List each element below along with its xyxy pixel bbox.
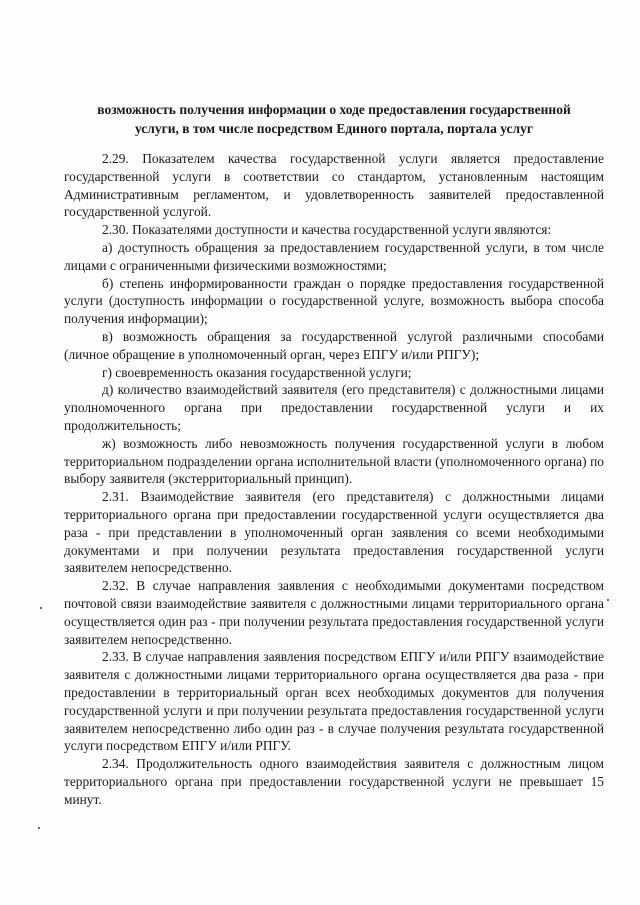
document-body [64,150,604,808]
heading-line-2: услуги, в том числе посредством Единого портала, портала услуг [134,121,534,136]
list-item-v: в) возможность обращения за государственной услугой различными способами (личное обращение в уполномоченный орган, через ЕПГУ и/или РПГУ); [64,328,604,362]
paragraph-2-29: 2.29. Показателем качества государственной услуги является предоставление государственной услуги в соответствии со стандартом, установленным настоящим Административным регламентом, и удовлетворенность заявителей предоставленной государственной услугой. [64,151,604,220]
heading-line-1: возможность получения информации о ходе предоставления государственной [97,102,571,117]
paragraph-2-33: 2.33. В случае направления заявления посредством ЕПГУ и/или РПГУ взаимодействие заявителя с должностными лицами территориального органа осуществляется два раза - при предоставлении в территориальный орган всех необходимых документов для получения государственной услуги и при получении результата предоставления государственной услуги заявителем непосредственно либо один раз - в случае получения результата государственной услуги посредством ЕПГУ и/или РПГУ. [64,649,604,754]
paragraph-2-32: 2.32. В случае направления заявления с необходимыми документами посредством почтовой связи взаимодействие заявителя с должностными лицами территориального органа осуществляется один раз - при получении результата предоставления государственной услуги заявителем непосредственно. [64,578,604,647]
paragraph-2-34: 2.34. Продолжительность одного взаимодействия заявителя с должностным лицом территориального органа при предоставлении государственной услуги не превышает 15 минут. [64,756,604,807]
scan-speck [40,607,42,609]
section-heading [64,100,604,138]
scan-speck [607,599,609,601]
scan-speck [38,827,40,829]
list-item-d: д) количество взаимодействий заявителя (его представителя) с должностными лицами уполномоченного органа при предоставлении государственной услуги и их продолжительность; [64,382,604,433]
list-item-zh: ж) возможность либо невозможность получения государственной услуги в любом территориальном подразделении органа исполнительной власти (уполномоченного органа) по выбору заявителя (экстерриториальный принцип). [64,435,604,487]
paragraph-2-31: 2.31. Взаимодействие заявителя (его представителя) с должностными лицами территориального органа при предоставлении государственной услуги осуществляется два раза - при представлении в уполномоченный орган заявления со всеми необходимыми документами и при получении результата предоставления государственной услуги заявителем непосредственно. [64,489,604,576]
list-item-a: а) доступность обращения за предоставлением государственной услуги, в том числе лицами с ограниченными физическими возможностями; [64,239,604,273]
list-item-b: б) степень информированности граждан о порядке предоставления государственной услуги (доступность информации о государственной услуге, возможность выбора способа получения информации); [64,275,604,327]
list-item-g: г) своевременность оказания государственной услуги; [102,364,412,380]
paragraph-2-30: 2.30. Показателями доступности и качества государственной услуги являются: [102,222,552,238]
